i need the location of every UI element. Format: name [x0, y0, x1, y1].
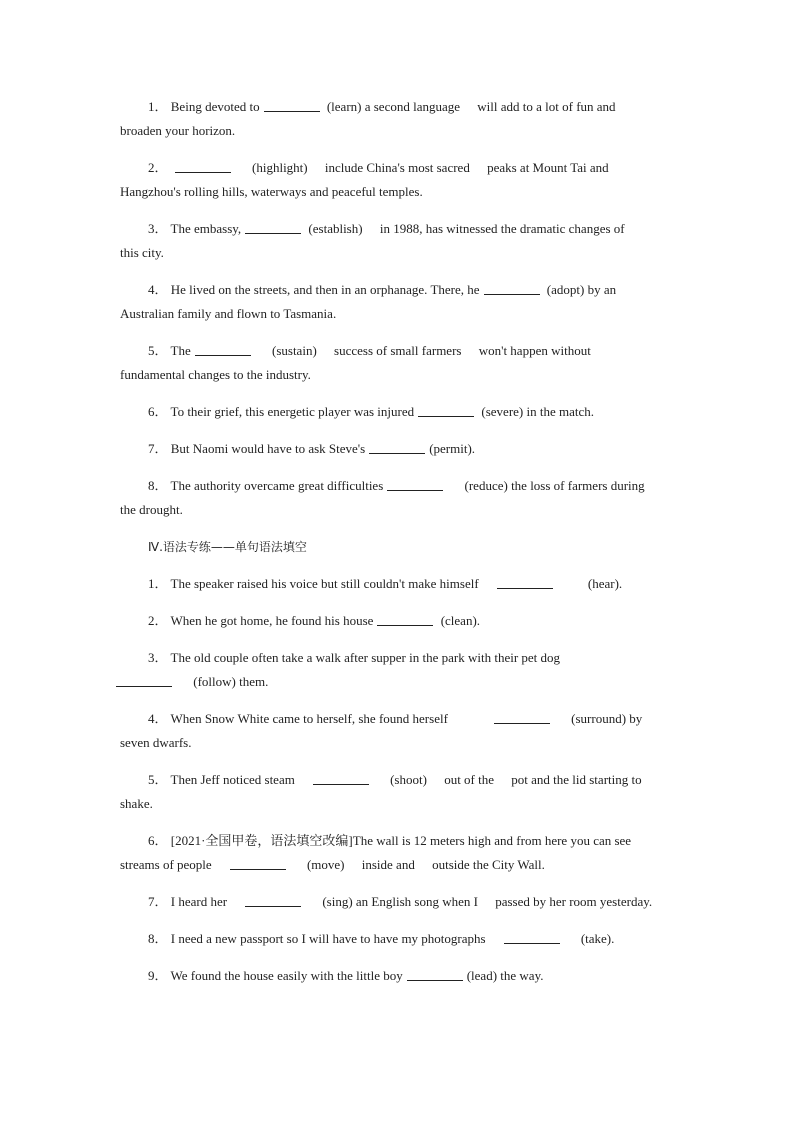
answer-blank[interactable]	[407, 967, 463, 981]
q4-8: 8． I need a new passport so I will have to have my photographs (take).	[148, 931, 615, 946]
answer-blank[interactable]	[195, 342, 251, 356]
answer-blank[interactable]	[377, 612, 433, 626]
section-heading: Ⅳ.语法专练——单句语法填空	[148, 540, 307, 554]
answer-blank[interactable]	[116, 673, 172, 687]
q3-1: 1． Being devoted to (learn) a second language will add to a lot of fun and broaden your horizon.	[120, 99, 616, 138]
answer-blank[interactable]	[264, 98, 320, 112]
q3-8: 8． The authority overcame great difficulties (reduce) the loss of farmers during the drought.	[120, 478, 645, 517]
answer-blank[interactable]	[369, 440, 425, 454]
answer-blank[interactable]	[418, 403, 474, 417]
q4-9: 9． We found the house easily with the little boy (lead) the way.	[148, 968, 544, 983]
answer-blank[interactable]	[387, 477, 443, 491]
q3-3: 3． The embassy, (establish) in 1988, has witnessed the dramatic changes of this city.	[120, 221, 625, 260]
q3-6: 6． To their grief, this energetic player was injured (severe) in the match.	[148, 404, 595, 419]
q4-3: 3． The old couple often take a walk after supper in the park with their pet dog (follow) them.	[120, 646, 674, 694]
q4-1: 1． The speaker raised his voice but still couldn't make himself (hear).	[148, 576, 623, 591]
q4-6: 6． [2021·全国甲卷，语法填空改编]The wall is 12 meters high and from here you can see streams of people (move) inside and outside the City Wall.	[120, 833, 632, 872]
q4-5: 5． Then Jeff noticed steam (shoot) out of the pot and the lid starting to shake.	[120, 772, 642, 811]
answer-blank[interactable]	[230, 856, 286, 870]
q3-2: 2． (highlight) include China's most sacred peaks at Mount Tai and Hangzhou's rolling hills, waterways and peaceful temples.	[120, 160, 609, 199]
answer-blank[interactable]	[175, 159, 231, 173]
answer-blank[interactable]	[245, 220, 301, 234]
answer-blank[interactable]	[484, 281, 540, 295]
answer-blank[interactable]	[504, 930, 560, 944]
answer-blank[interactable]	[497, 575, 553, 589]
answer-blank[interactable]	[313, 771, 369, 785]
answer-blank[interactable]	[494, 710, 550, 724]
q4-7: 7． I heard her (sing) an English song when I passed by her room yesterday.	[148, 894, 653, 909]
q3-4: 4． He lived on the streets, and then in an orphanage. There, he (adopt) by an Australian family and flown to Tasmania.	[120, 282, 617, 321]
exercise-page	[120, 95, 674, 1001]
q4-4: 4． When Snow White came to herself, she found herself (surround) by seven dwarfs.	[120, 711, 643, 750]
q4-2: 2． When he got home, he found his house (clean).	[148, 613, 481, 628]
q3-5: 5． The (sustain) success of small farmers won't happen without fundamental changes to the industry.	[120, 343, 591, 382]
q3-7: 7． But Naomi would have to ask Steve's (permit).	[148, 441, 476, 456]
answer-blank[interactable]	[245, 893, 301, 907]
